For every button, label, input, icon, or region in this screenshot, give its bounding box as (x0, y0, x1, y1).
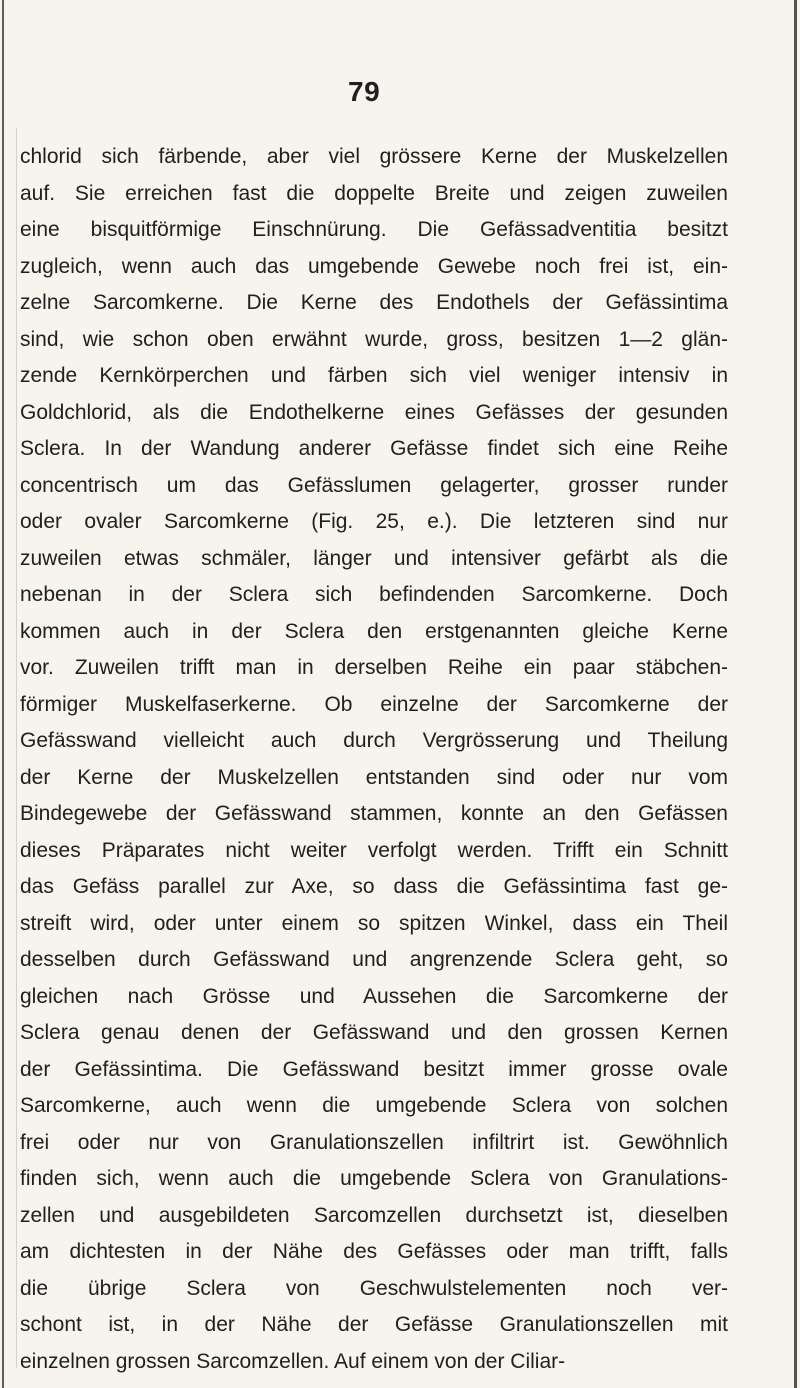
right-page-edge (794, 0, 797, 1388)
text-line: Sclera. In der Wandung anderer Gefässe findet sich eine Reihe (20, 437, 728, 460)
text-line: Gefässwand vielleicht auch durch Vergrösserung und Theilung (20, 729, 728, 752)
text-line: zelne Sarcomkerne. Die Kerne des Endothels der Gefässintima (20, 291, 728, 314)
text-line: gleichen nach Grösse und Aussehen die Sarcomkerne der (20, 984, 728, 1008)
text-line: die übrige Sclera von Geschwulstelementen noch ver- (20, 1276, 728, 1300)
text-line: schont ist, in der Nähe der Gefässe Granulationszellen mit (20, 1313, 728, 1336)
text-line: zellen und ausgebildeten Sarcomzellen durchsetzt ist, dieselben (20, 1203, 728, 1227)
text-line: Sclera genau denen der Gefässwand und den grossen Kernen (20, 1021, 728, 1044)
margin-shadow (16, 128, 17, 1368)
text-line: auf. Sie erreichen fast die doppelte Breite und zeigen zuweilen (20, 181, 728, 205)
text-line: finden sich, wenn auch die umgebende Sclera von Granulations- (20, 1167, 728, 1190)
text-line: zende Kernkörperchen und färben sich viel weniger intensiv in (20, 364, 728, 387)
text-line: das Gefäss parallel zur Axe, so dass die Gefässintima fast ge- (20, 875, 728, 898)
text-line: chlorid sich färbende, aber viel grössere Kerne der Muskelzellen (20, 145, 728, 168)
text-line: eine bisquitförmige Einschnürung. Die Gefässadventitia besitzt (20, 218, 728, 241)
text-line: dieses Präparates nicht weiter verfolgt werden. Trifft ein Schnitt (20, 838, 728, 862)
text-line: Bindegewebe der Gefässwand stammen, konnte an den Gefässen (20, 802, 728, 825)
text-line: frei oder nur von Granulationszellen infiltrirt ist. Gewöhnlich (20, 1130, 728, 1154)
body-text (20, 139, 728, 1380)
text-line: zuweilen etwas schmäler, länger und intensiver gefärbt als die (20, 546, 728, 570)
text-line: Goldchlorid, als die Endothelkerne eines Gefässes der gesunden (20, 400, 728, 424)
text-line: Sarcomkerne, auch wenn die umgebende Sclera von solchen (20, 1094, 728, 1117)
text-line: zugleich, wenn auch das umgebende Gewebe noch frei ist, ein- (20, 254, 728, 278)
text-line: vor. Zuweilen trifft man in derselben Reihe ein paar stäbchen- (20, 656, 728, 679)
text-line: förmiger Muskelfaserkerne. Ob einzelne der Sarcomkerne der (20, 692, 728, 716)
text-line: streift wird, oder unter einem so spitzen Winkel, dass ein Theil (20, 911, 728, 935)
text-line: concentrisch um das Gefässlumen gelagerter, grosser runder (20, 473, 728, 497)
text-line: einzelnen grossen Sarcomzellen. Auf einem von der Ciliar- (20, 1349, 566, 1373)
text-line: nebenan in der Sclera sich befindenden Sarcomkerne. Doch (20, 583, 728, 606)
text-line: der Kerne der Muskelzellen entstanden sind oder nur vom (20, 765, 728, 789)
text-line: kommen auch in der Sclera den erstgenannten gleiche Kerne (20, 619, 728, 643)
text-line: sind, wie schon oben erwähnt wurde, gross, besitzen 1—2 glän- (20, 327, 728, 351)
text-line: am dichtesten in der Nähe des Gefässes oder man trifft, falls (20, 1240, 728, 1263)
page-number: 79 (348, 76, 381, 107)
text-line: desselben durch Gefässwand und angrenzende Sclera geht, so (20, 948, 728, 971)
left-page-edge (2, 0, 4, 1388)
text-line: oder ovaler Sarcomkerne (Fig. 25, e.). Die letzteren sind nur (20, 510, 728, 533)
text-line: der Gefässintima. Die Gefässwand besitzt immer grosse ovale (20, 1057, 728, 1081)
